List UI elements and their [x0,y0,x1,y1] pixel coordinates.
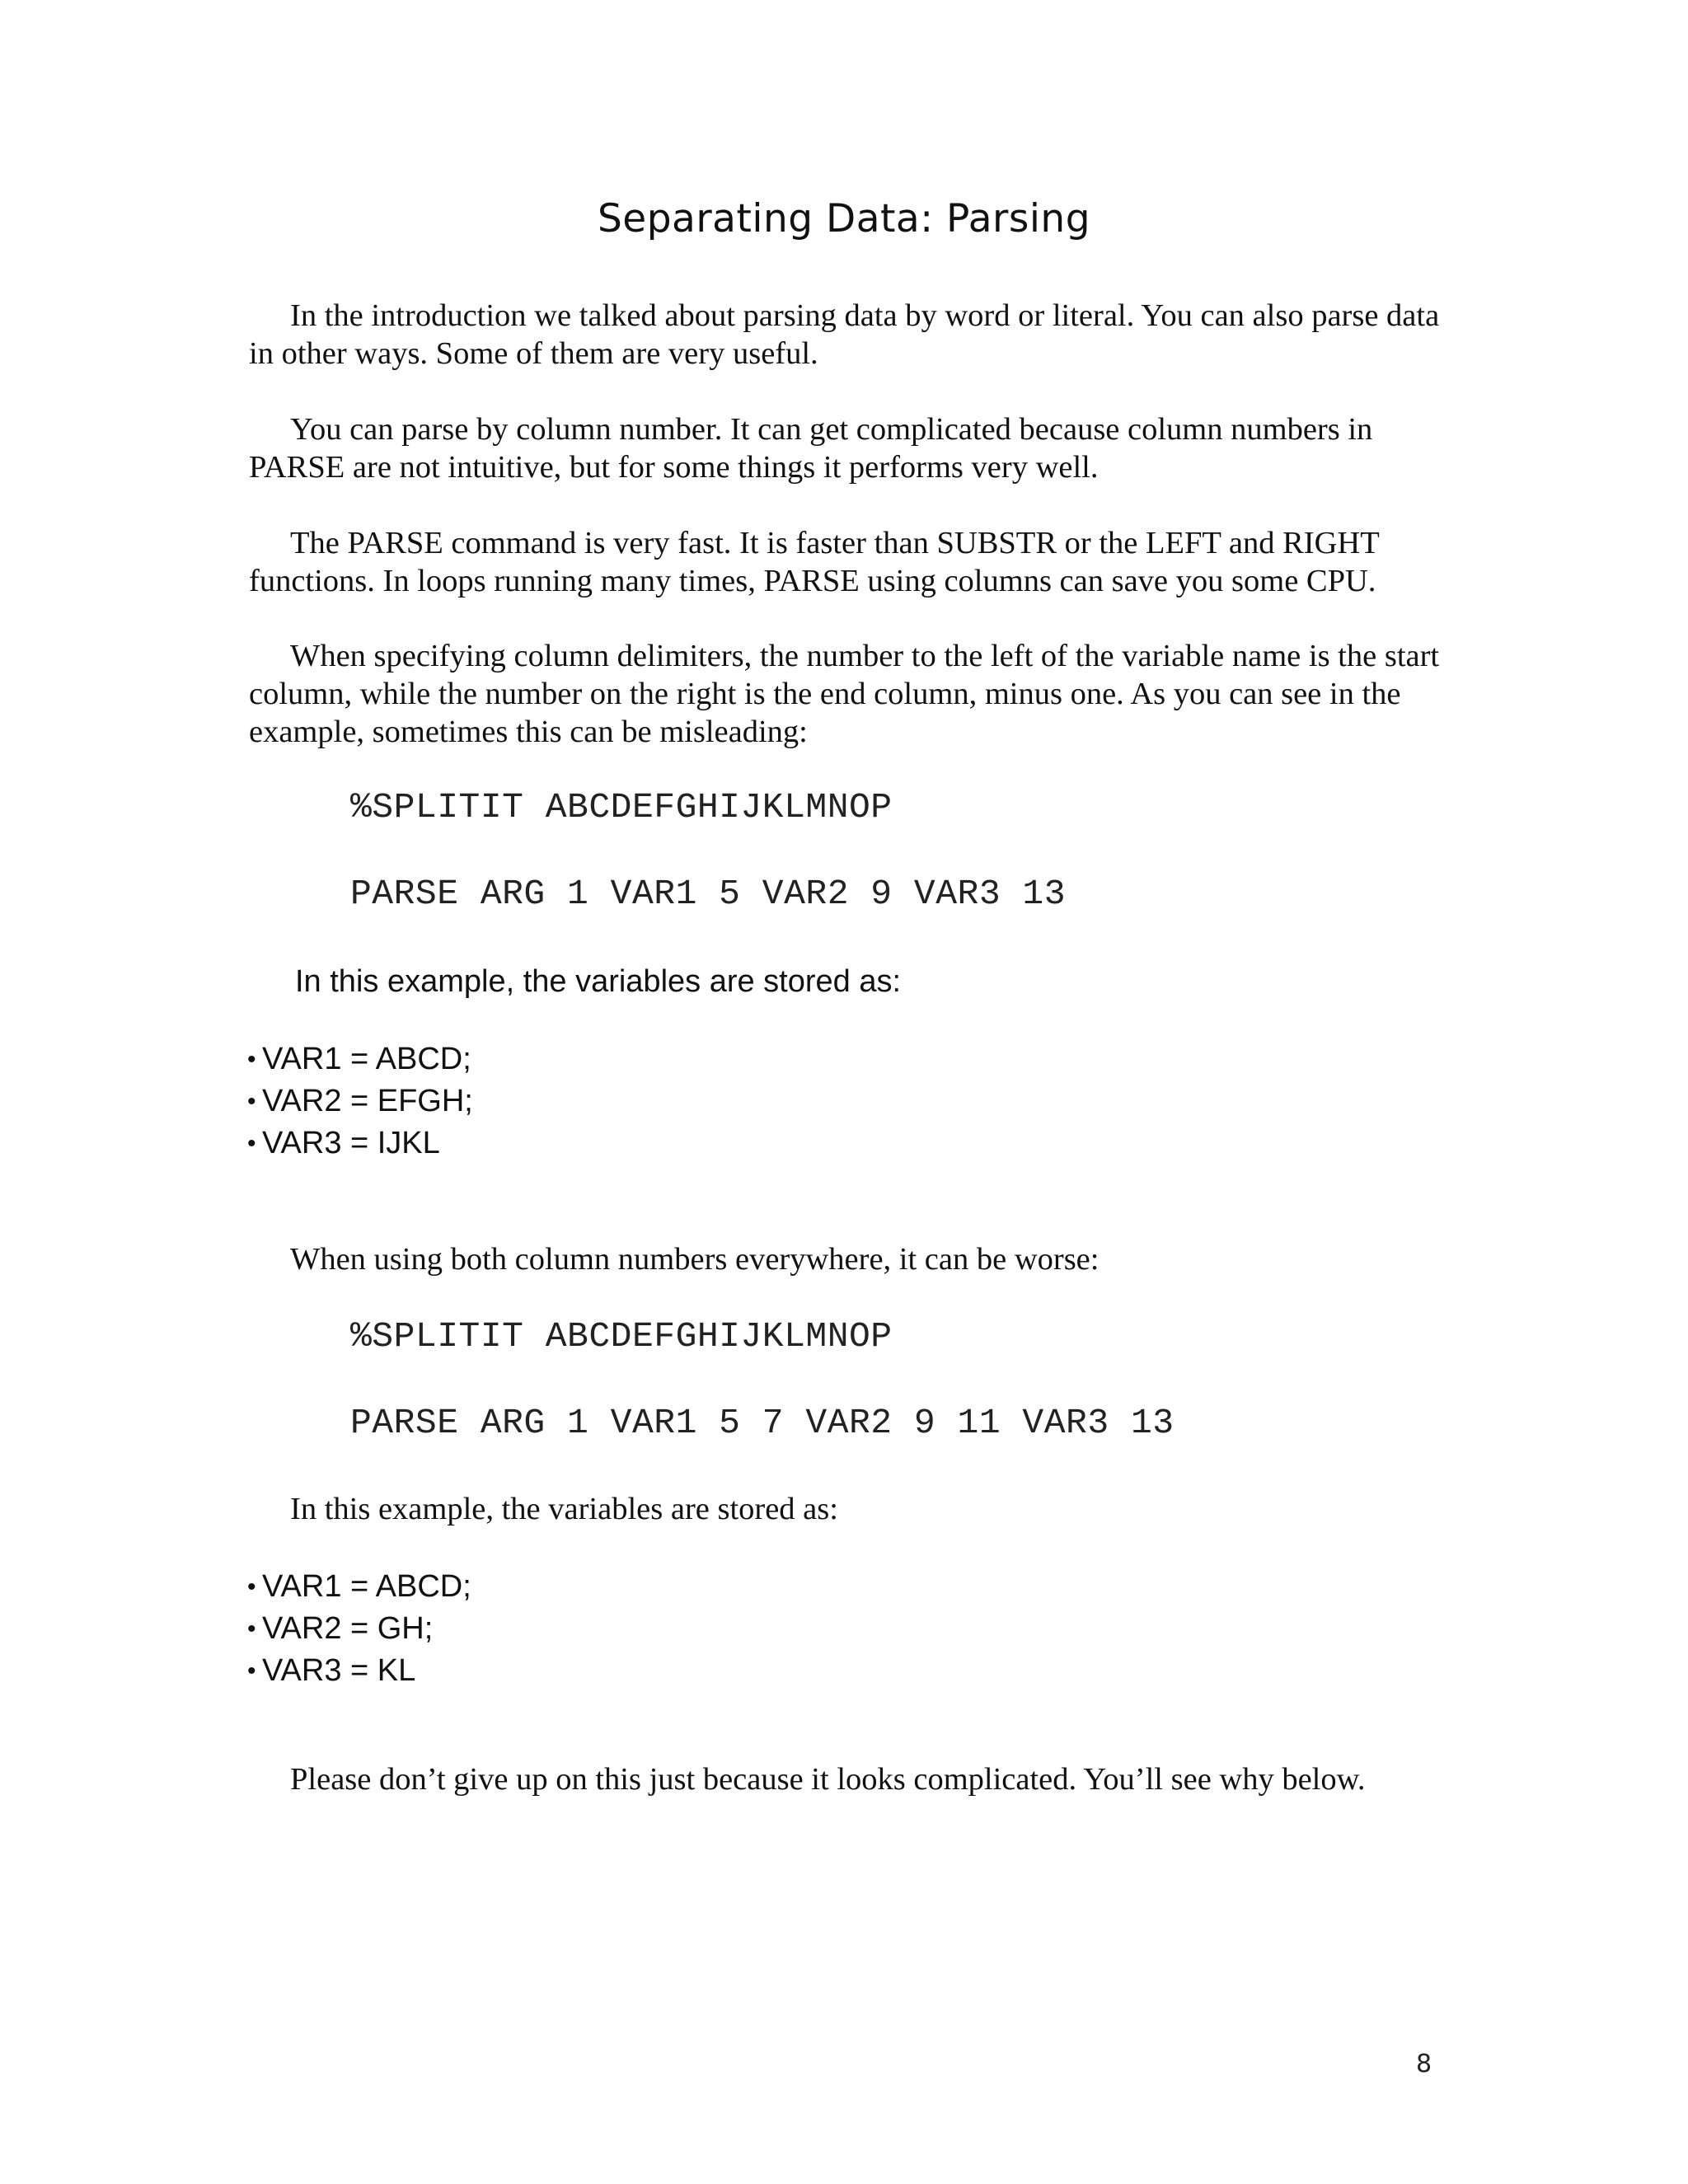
page-title: Separating Data: Parsing [597,196,1091,241]
example1-code-line-1: %SPLITIT ABCDEFGHIJKLMNOP [350,787,893,827]
list-item-text: VAR2 = GH; [262,1611,434,1646]
bullet-icon: • [247,1615,256,1643]
list-item [247,1038,473,1080]
example2-code-line-2: PARSE ARG 1 VAR1 5 7 VAR2 9 11 VAR3 13 [350,1403,1175,1443]
list-item [247,1608,471,1650]
list-item [247,1650,471,1692]
paragraph-column-number: You can parse by column number. It can get complicated because column numbers in PARSE are not intuitive, but for some things it performs very well. [249,412,1373,485]
page-number: 8 [1416,2050,1432,2079]
list-item-text: VAR1 = ABCD; [262,1042,471,1076]
list-item [247,1122,473,1165]
paragraph-parse-speed: The PARSE command is very fast. It is faster than SUBSTR or the LEFT and RIGHT functions. In loops running many times, PARSE using columns can save you some CPU. [249,526,1380,598]
paragraph-transition: When using both column numbers everywhere, it can be worse: [290,1242,1100,1277]
list-item [247,1080,473,1122]
list-item-text: VAR2 = EFGH; [262,1084,473,1118]
paragraph-column-delimiters: When specifying column delimiters, the number to the left of the variable name is the start column, while the number on the right is the end column, minus one. As you can see in the example, sometimes this can be misleading: [249,639,1440,749]
paragraph-closing: Please don’t give up on this just because it looks complicated. You’ll see why below. [290,1762,1366,1797]
example1-code-line-2: PARSE ARG 1 VAR1 5 VAR2 9 VAR3 13 [350,874,1067,914]
paragraph-intro: In the introduction we talked about parsing data by word or literal. You can also parse data in other ways. Some of them are very useful. [249,298,1440,371]
bullet-icon: • [247,1088,256,1115]
list-item-text: VAR3 = IJKL [262,1126,440,1160]
example2-intro: In this example, the variables are stored as: [290,1492,838,1526]
example1-results-list [247,1038,473,1165]
bullet-icon: • [247,1130,256,1157]
example2-results-list [247,1566,471,1692]
list-item [247,1566,471,1608]
example2-code-line-1: %SPLITIT ABCDEFGHIJKLMNOP [350,1316,893,1357]
bullet-icon: • [247,1046,256,1073]
list-item-text: VAR3 = KL [262,1653,416,1688]
list-item-text: VAR1 = ABCD; [262,1569,471,1604]
example1-intro: In this example, the variables are stored as: [295,964,902,999]
bullet-icon: • [247,1657,256,1685]
bullet-icon: • [247,1573,256,1601]
